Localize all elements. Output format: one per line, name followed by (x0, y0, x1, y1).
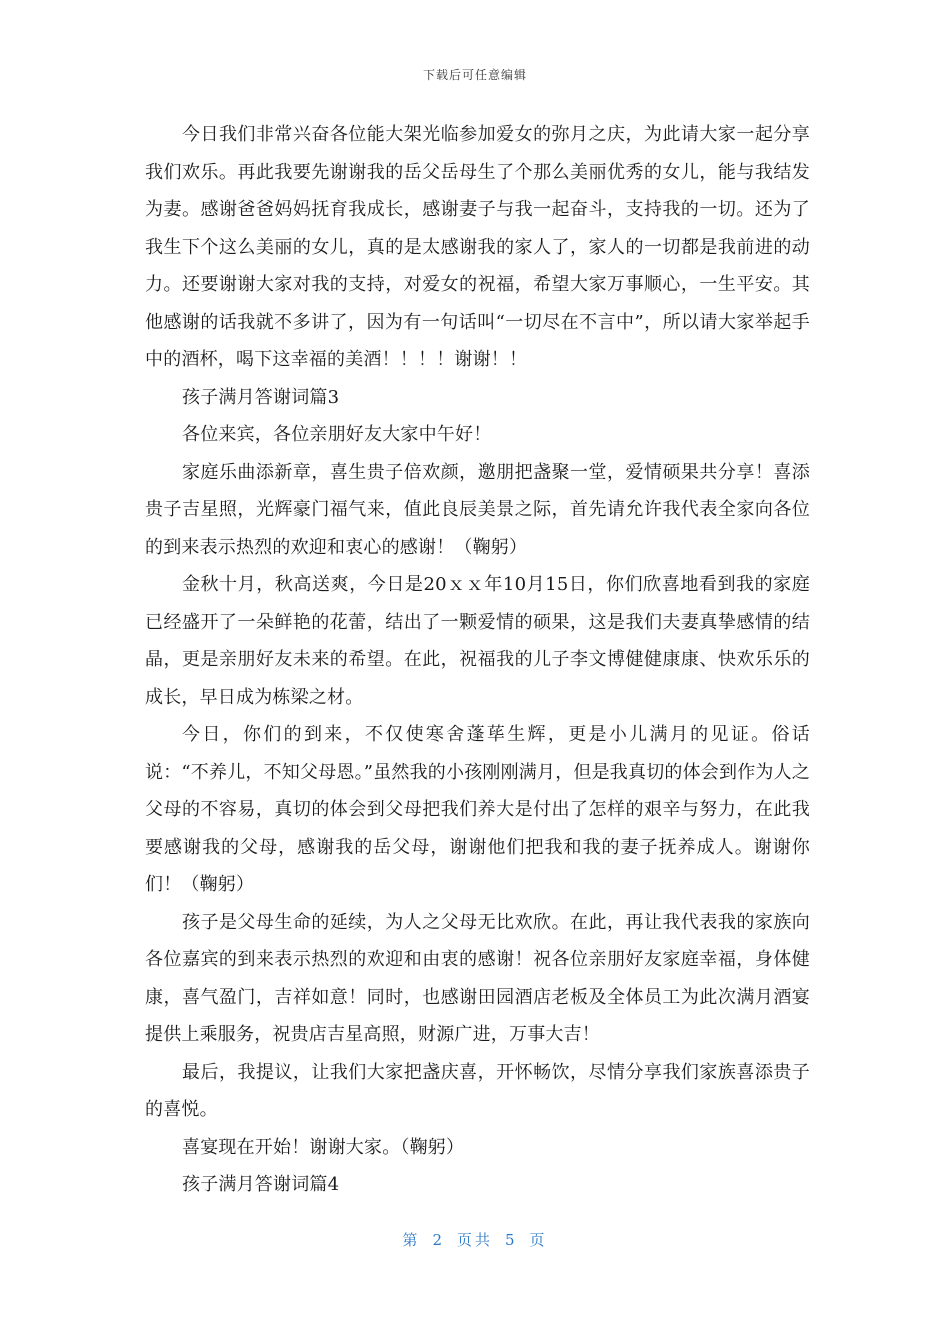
paragraph-greeting: 各位来宾，各位亲朋好友大家中午好！ (182, 424, 492, 445)
section-heading-3: 孩子满月答谢词篇3 (182, 386, 340, 408)
page-header: 下载后可任意编辑 (422, 68, 527, 82)
footer-prefix: 第 (402, 1231, 421, 1249)
paragraph-thanks-speech: 今日我们非常兴奋各位能大架光临参加爱女的弥月之庆，为此请大家一起分享我们欢乐。再此我要先谢谢我的岳父岳母生了个那么美丽优秀的女儿，能与我结发为妻。感谢爸爸妈妈抚育我成长，感谢妻子与我一起奋斗，支持我的一切。还为了我生下个这么美丽的女儿，真的是太感谢我的家人了，家人的一切都是我前进的动力。还要谢谢大家对我的支持，对爱女的祝福，希望大家万事顺心，一生平安。其他感谢的话我就不多讲了，因为有一句话叫“一切尽在不言中”，所以请大家举起手中的酒杯，喝下这幸福的美酒！！！！谢谢！！ (145, 124, 810, 370)
section-heading-4: 孩子满月答谢词篇4 (182, 1174, 340, 1195)
footer-middle: 页共 (456, 1231, 493, 1249)
footer-page-number: 2 (432, 1231, 445, 1249)
paragraph-welcome: 家庭乐曲添新章，喜生贵子倍欢颜，邀朋把盏聚一堂，爱情硕果共分享！喜添贵子吉星照，光辉豪门福气来，值此良辰美景之际，首先请允许我代表全家向各位的到来表示热烈的欢迎和衷心的感谢！（鞠躬） (145, 461, 810, 558)
paragraph-toast: 最后，我提议，让我们大家把盏庆喜，开怀畅饮，尽情分享我们家族喜添贵子的喜悦。 (145, 1061, 810, 1120)
page-footer (0, 1229, 950, 1250)
paragraph-parents: 今日，你们的到来，不仅使寒舍蓬荜生辉，更是小儿满月的见证。俗话说：“不养儿，不知父母恩。”虽然我的小孩刚刚满月，但是我真切的体会到作为人之父母的不容易，真切的体会到父母把我们养大是付出了怎样的艰辛与努力，在此我要感谢我的父母，感谢我的岳父母，谢谢他们把我和我的妻子抚养成人。谢谢你们！（鞠躬） (145, 724, 811, 895)
footer-total-pages: 5 (505, 1231, 518, 1249)
paragraph-family: 孩子是父母生命的延续，为人之父母无比欢欣。在此，再让我代表我的家族向各位嘉宾的到来表示热烈的欢迎和由衷的感谢！祝各位亲朋好友家庭幸福，身体健康，喜气盈门，吉祥如意！同时，也感谢田园酒店老板及全体员工为此次满月酒宴提供上乘服务，祝贵店吉星高照，财源广进，万事大吉！ (145, 911, 810, 1045)
paragraph-autumn: 金秋十月，秋高送爽，今日是20ｘｘ年10月15日，你们欣喜地看到我的家庭已经盛开了一朵鲜艳的花蕾，结出了一颗爱情的硕果，这是我们夫妻真挚感情的结晶，更是亲朋好友未来的希望。在此，祝福我的儿子李文博健健康康、快欢乐乐的成长，早日成为栋梁之材。 (145, 574, 810, 708)
document-body (145, 116, 810, 1204)
footer-suffix: 页 (529, 1231, 548, 1249)
paragraph-banquet-start: 喜宴现在开始！谢谢大家。（鞠躬） (182, 1136, 465, 1158)
